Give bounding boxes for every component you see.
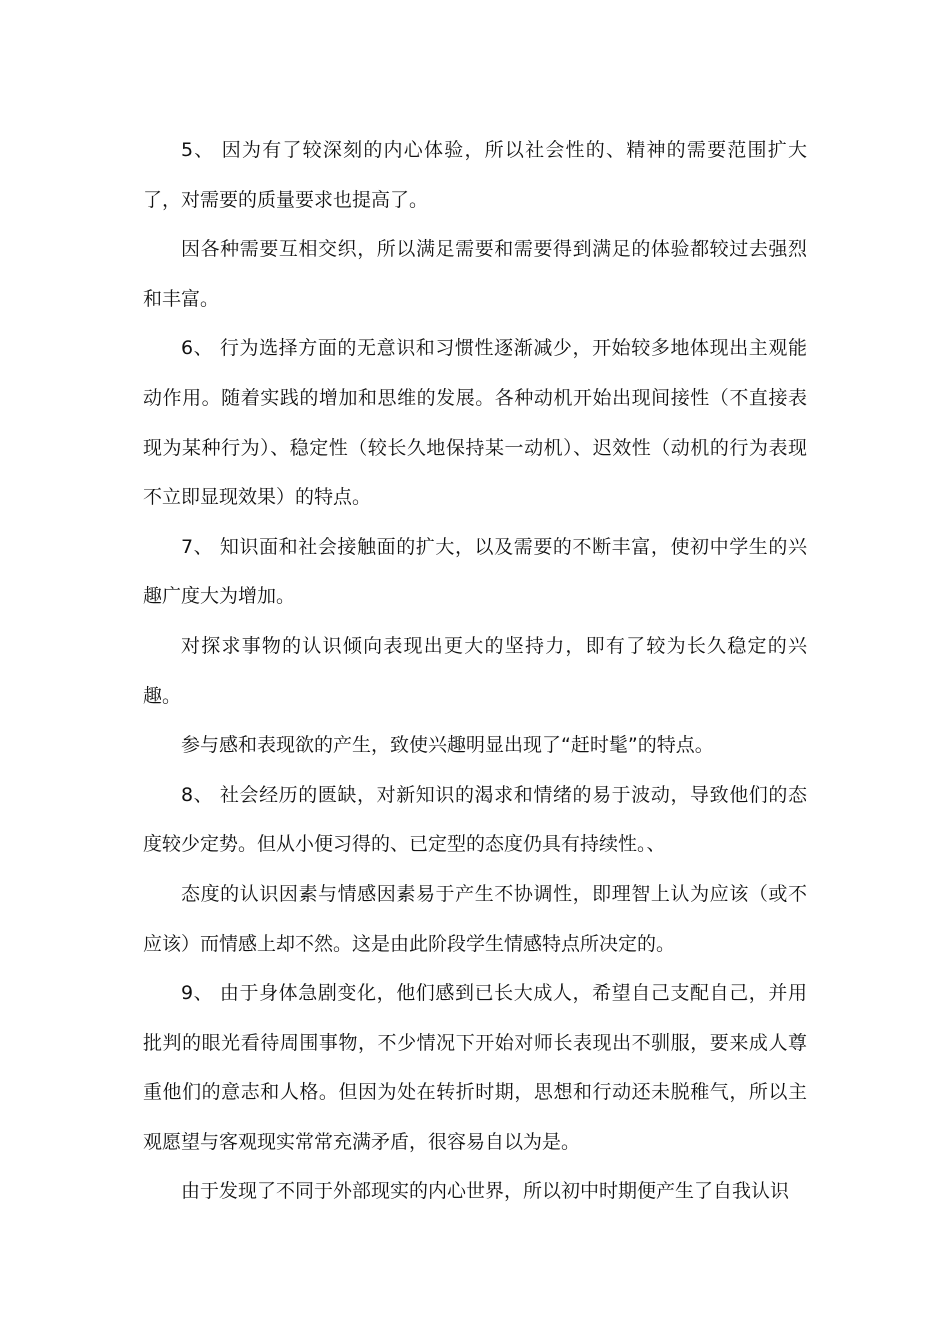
paragraph-attitude-factors: 态度的认识因素与情感因素易于产生不协调性，即理智上认为应该（或不应该）而情感上却不然。这是由此阶段学生情感特点所决定的。 (143, 882, 807, 955)
paragraph-item-7: 7、 知识面和社会接触面的扩大，以及需要的不断丰富，使初中学生的兴趣广度大为增加。 (143, 535, 807, 608)
document-body (143, 126, 807, 1217)
paragraph-self-awareness: 由于发现了不同于外部现实的内心世界，所以初中时期便产生了自我认识 (181, 1180, 790, 1203)
paragraph-item-5: 5、 因为有了较深刻的内心体验，所以社会性的、精神的需要范围扩大了，对需要的质量要求也提高了。 (143, 139, 807, 211)
paragraph-item-9: 9、 由于身体急剧变化，他们感到已长大成人，希望自己支配自己，并用批判的眼光看待周围事物，不少情况下开始对师长表现出不驯服，要来成人尊重他们的意志和人格。但因为处在转折时期，思想和行动还未脱稚气，所以主观愿望与客观现实常常充满矛盾，很容易自以为是。 (143, 982, 807, 1153)
paragraph-item-8: 8、 社会经历的匮缺，对新知识的渴求和情绪的易于波动，导致他们的态度较少定势。但从小便习得的、已定型的态度仍具有持续性。、 (143, 783, 807, 856)
paragraph-needs-interwoven: 因各种需要互相交织，所以满足需要和需要得到满足的体验都较过去强烈和丰富。 (143, 238, 807, 310)
paragraph-interest-persistence: 对探求事物的认识倾向表现出更大的坚持力，即有了较为长久稳定的兴趣。 (143, 634, 807, 707)
paragraph-item-6: 6、 行为选择方面的无意识和习惯性逐渐减少，开始较多地体现出主观能动作用。随着实践的增加和思维的发展。各种动机开始出现间接性（不直接表现为某种行为）、稳定性（较长久地保持某一动机）、迟效性（动机的行为表现不立即显现效果）的特点。 (143, 337, 807, 509)
paragraph-fashion-trend: 参与感和表现欲的产生，致使兴趣明显出现了“赶时髦”的特点。 (181, 734, 714, 757)
